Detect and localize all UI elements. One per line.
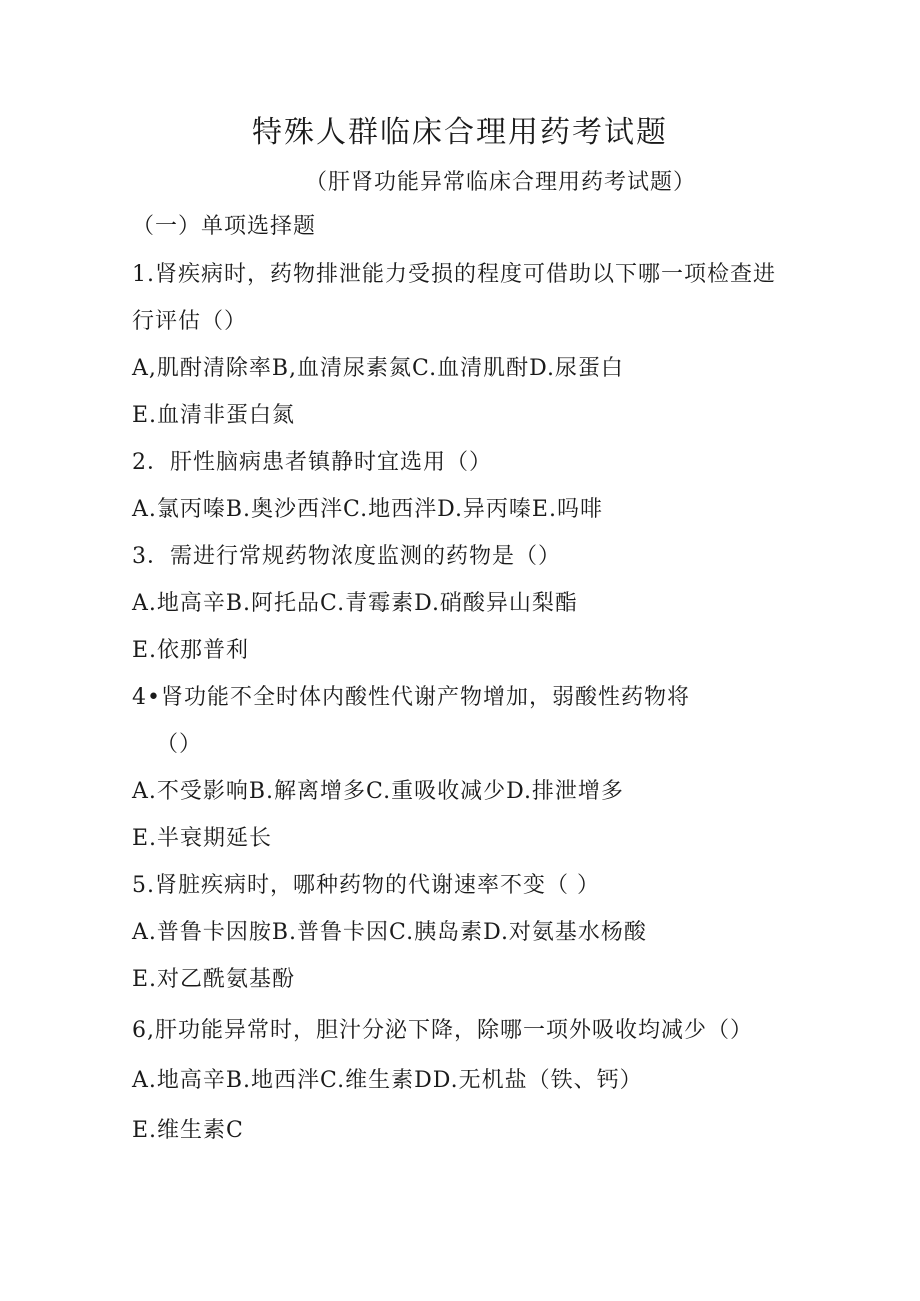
page-subtitle: （肝肾功能异常临床合理用药考试题） [305,170,697,195]
question-2-options: A.氯丙嗪B.奥沙西泮C.地西泮D.异丙嗪E.吗啡 [132,497,603,522]
question-3-stem: 3．需进行常规药物浓度监测的药物是（） [132,544,561,569]
section-heading: （一）单项选择题 [132,214,317,239]
question-5-option-e: E.对乙酰氨基酚 [132,967,296,992]
page-title: 特殊人群临床合理用药考试题 [252,115,668,150]
question-5-options: A.普鲁卡因胺B.普鲁卡因C.胰岛素D.对氨基水杨酸 [132,920,647,945]
question-4-blank: （） [156,732,203,757]
question-1-stem: 1.肾疾病时，药物排泄能力受损的程度可借助以下哪一项检查进 [132,262,776,287]
question-2-stem: 2．肝性脑病患者镇静时宜选用（） [132,450,492,475]
question-3-option-e: E.依那普利 [132,638,250,663]
question-6-option-e: E.维生素C [132,1118,244,1143]
question-5-stem: 5.肾脏疾病时，哪种药物的代谢速率不变（ ） [132,873,600,898]
question-6-options: A.地高辛B.地西泮C.维生素DD.无机盐（铁、钙） [132,1068,643,1093]
question-4-options: A.不受影响B.解离增多C.重吸收减少D.排泄增多 [132,779,624,804]
question-1-options: A,肌酎清除率B,血清尿素氮C.血清肌酎D.尿蛋白 [132,356,624,381]
question-6-stem: 6,肝功能异常时，胆汁分泌下降，除哪一项外吸收均减少（） [132,1018,753,1043]
question-1-stem-cont: 行评估（） [132,309,248,334]
question-4-option-e: E.半衰期延长 [132,826,273,851]
question-3-options: A.地高辛B.阿托品C.青霉素D.硝酸异山梨酯 [132,591,578,616]
question-4-stem: 4•肾功能不全时体内酸性代谢产物增加，弱酸性药物将 [132,685,690,710]
question-1-option-e: E.血清非蛋白氮 [132,403,296,428]
